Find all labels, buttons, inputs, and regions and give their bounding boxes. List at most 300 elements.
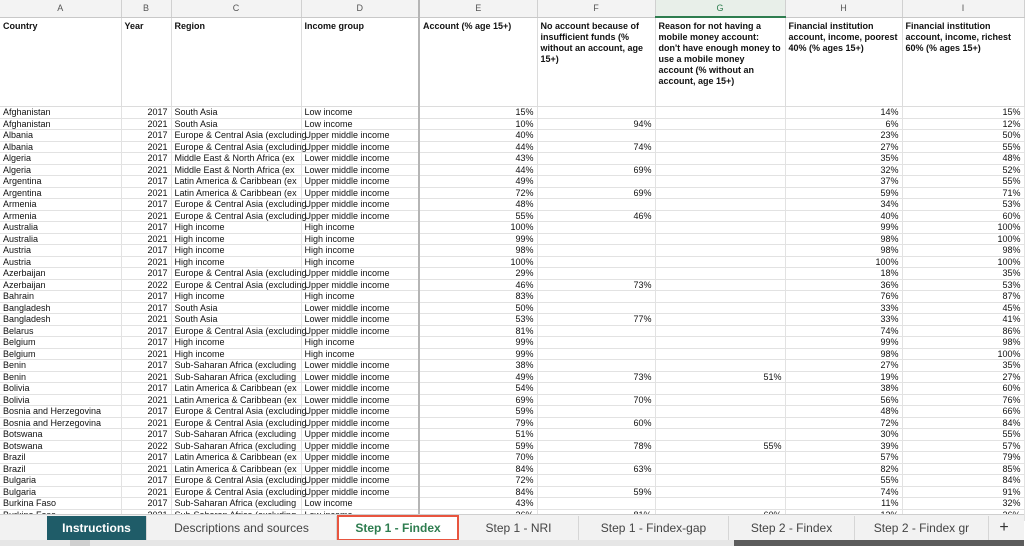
cell[interactable]: 27% — [785, 141, 902, 153]
cell[interactable]: Upper middle income — [301, 176, 419, 188]
cell[interactable] — [537, 360, 655, 372]
add-sheet-button[interactable]: + — [999, 519, 1009, 536]
cell[interactable]: 69% — [419, 394, 537, 406]
cell[interactable]: 98% — [785, 233, 902, 245]
cell[interactable]: 74% — [785, 325, 902, 337]
column-header-a[interactable]: A — [0, 0, 121, 17]
cell[interactable]: Bangladesh — [0, 302, 121, 314]
cell[interactable]: 66% — [902, 406, 1024, 418]
cell[interactable]: 2022 — [121, 440, 171, 452]
cell[interactable]: Botswana — [0, 440, 121, 452]
cell[interactable]: 6% — [785, 118, 902, 130]
header-cell[interactable]: Income group — [301, 17, 419, 107]
cell[interactable]: 60% — [902, 383, 1024, 395]
cell[interactable] — [655, 498, 785, 510]
cell[interactable]: 99% — [419, 337, 537, 349]
cell[interactable]: Lower middle income — [301, 302, 419, 314]
cell[interactable]: 79% — [902, 452, 1024, 464]
cell[interactable]: Burkina Faso — [0, 498, 121, 510]
sheet-tab[interactable]: Step 1 - Findex-gap — [579, 516, 729, 540]
column-header-i[interactable]: I — [902, 0, 1024, 17]
cell[interactable]: Upper middle income — [301, 268, 419, 280]
cell[interactable]: 2017 — [121, 360, 171, 372]
cell[interactable]: Albania — [0, 130, 121, 142]
cell[interactable]: 55% — [785, 475, 902, 487]
cell[interactable]: Lower middle income — [301, 371, 419, 383]
cell[interactable] — [655, 130, 785, 142]
cell[interactable]: 14% — [785, 107, 902, 119]
cell[interactable]: Europe & Central Asia (excluding — [171, 475, 301, 487]
cell[interactable]: High income — [171, 256, 301, 268]
cell[interactable] — [655, 199, 785, 211]
sheet-tab[interactable]: Descriptions and sources — [147, 516, 337, 540]
cell[interactable]: Lower middle income — [301, 314, 419, 326]
cell[interactable] — [655, 475, 785, 487]
cell[interactable]: 79% — [419, 417, 537, 429]
cell[interactable]: 2017 — [121, 302, 171, 314]
cell[interactable]: 2017 — [121, 406, 171, 418]
cell[interactable] — [537, 268, 655, 280]
cell[interactable] — [655, 118, 785, 130]
cell[interactable] — [655, 325, 785, 337]
cell[interactable]: Upper middle income — [301, 463, 419, 475]
cell[interactable]: Bulgaria — [0, 486, 121, 498]
column-header-b[interactable]: B — [121, 0, 171, 17]
cell[interactable]: Austria — [0, 245, 121, 257]
cell[interactable]: Belgium — [0, 348, 121, 360]
cell[interactable]: 84% — [902, 417, 1024, 429]
column-header-f[interactable]: F — [537, 0, 655, 17]
cell[interactable]: High income — [301, 222, 419, 234]
cell[interactable] — [537, 452, 655, 464]
cell[interactable]: Europe & Central Asia (excluding — [171, 268, 301, 280]
cell[interactable]: 2021 — [121, 210, 171, 222]
cell[interactable]: 52% — [902, 164, 1024, 176]
sheet-tab[interactable]: Step 2 - Findex — [729, 516, 855, 540]
cell[interactable]: 63% — [537, 463, 655, 475]
cell[interactable]: 100% — [419, 256, 537, 268]
cell[interactable]: 19% — [785, 371, 902, 383]
cell[interactable] — [537, 475, 655, 487]
cell[interactable]: Low income — [301, 498, 419, 510]
cell[interactable]: 72% — [419, 187, 537, 199]
cell[interactable] — [655, 360, 785, 372]
cell[interactable]: 44% — [419, 164, 537, 176]
cell[interactable]: High income — [171, 245, 301, 257]
cell[interactable] — [537, 302, 655, 314]
cell[interactable]: Low income — [301, 118, 419, 130]
cell[interactable] — [655, 337, 785, 349]
cell[interactable]: Brazil — [0, 452, 121, 464]
cell[interactable]: 35% — [785, 153, 902, 165]
cell[interactable]: 38% — [419, 360, 537, 372]
cell[interactable]: 69% — [537, 164, 655, 176]
cell[interactable] — [537, 245, 655, 257]
cell[interactable]: High income — [301, 337, 419, 349]
cell[interactable]: Upper middle income — [301, 325, 419, 337]
cell[interactable]: 43% — [419, 153, 537, 165]
cell[interactable]: Europe & Central Asia (excluding — [171, 417, 301, 429]
cell[interactable]: 48% — [902, 153, 1024, 165]
cell[interactable]: 2021 — [121, 486, 171, 498]
cell[interactable]: 100% — [419, 222, 537, 234]
cell[interactable]: Upper middle income — [301, 475, 419, 487]
cell[interactable]: 84% — [419, 486, 537, 498]
cell[interactable] — [537, 325, 655, 337]
cell[interactable]: 86% — [902, 325, 1024, 337]
cell[interactable]: 51% — [419, 429, 537, 441]
cell[interactable]: 84% — [902, 475, 1024, 487]
cell[interactable]: 2021 — [121, 394, 171, 406]
cell[interactable]: 35% — [902, 360, 1024, 372]
cell[interactable]: 34% — [785, 199, 902, 211]
cell[interactable] — [655, 222, 785, 234]
cell[interactable]: Latin America & Caribbean (ex — [171, 463, 301, 475]
cell[interactable]: 27% — [902, 371, 1024, 383]
cell[interactable]: 2021 — [121, 187, 171, 199]
cell[interactable]: 50% — [419, 302, 537, 314]
cell[interactable]: Upper middle income — [301, 429, 419, 441]
cell[interactable]: 38% — [785, 383, 902, 395]
cell[interactable] — [655, 107, 785, 119]
cell[interactable]: 98% — [785, 348, 902, 360]
cell[interactable]: 98% — [902, 337, 1024, 349]
cell[interactable] — [655, 233, 785, 245]
cell[interactable] — [537, 199, 655, 211]
sheet-tab[interactable]: Step 2 - Findex gr — [855, 516, 989, 540]
cell[interactable] — [537, 153, 655, 165]
cell[interactable]: Sub-Saharan Africa (excluding — [171, 440, 301, 452]
cell[interactable] — [537, 222, 655, 234]
cell[interactable]: 73% — [537, 371, 655, 383]
cell[interactable] — [655, 348, 785, 360]
cell[interactable]: 55% — [902, 429, 1024, 441]
cell[interactable]: Latin America & Caribbean (ex — [171, 187, 301, 199]
cell[interactable]: 100% — [902, 233, 1024, 245]
cell[interactable]: 2017 — [121, 325, 171, 337]
cell[interactable]: 55% — [902, 141, 1024, 153]
cell[interactable]: 77% — [537, 314, 655, 326]
cell[interactable]: Bosnia and Herzegovina — [0, 406, 121, 418]
cell[interactable]: 85% — [902, 463, 1024, 475]
cell[interactable] — [655, 302, 785, 314]
cell[interactable]: 49% — [419, 371, 537, 383]
cell[interactable]: 76% — [785, 291, 902, 303]
header-cell[interactable]: Financial institution account, income, richest 60% (% ages 15+) — [902, 17, 1024, 107]
cell[interactable]: 78% — [537, 440, 655, 452]
cell[interactable]: Benin — [0, 371, 121, 383]
cell[interactable]: 2022 — [121, 279, 171, 291]
cell[interactable]: 49% — [419, 176, 537, 188]
cell[interactable]: Europe & Central Asia (excluding — [171, 325, 301, 337]
cell[interactable]: Europe & Central Asia (excluding — [171, 210, 301, 222]
cell[interactable]: Upper middle income — [301, 452, 419, 464]
cell[interactable]: 70% — [537, 394, 655, 406]
cell[interactable]: 2017 — [121, 475, 171, 487]
cell[interactable]: Middle East & North Africa (ex — [171, 164, 301, 176]
cell[interactable] — [537, 383, 655, 395]
cell[interactable]: Upper middle income — [301, 141, 419, 153]
cell[interactable] — [655, 383, 785, 395]
cell[interactable] — [655, 429, 785, 441]
cell[interactable]: Upper middle income — [301, 406, 419, 418]
cell[interactable]: 82% — [785, 463, 902, 475]
cell[interactable]: High income — [171, 222, 301, 234]
cell[interactable]: Upper middle income — [301, 486, 419, 498]
cell[interactable] — [655, 394, 785, 406]
cell[interactable]: 2017 — [121, 130, 171, 142]
cell[interactable]: Australia — [0, 222, 121, 234]
cell[interactable]: High income — [171, 233, 301, 245]
cell[interactable] — [655, 406, 785, 418]
cell[interactable]: Australia — [0, 233, 121, 245]
cell[interactable] — [655, 291, 785, 303]
cell[interactable]: Lower middle income — [301, 383, 419, 395]
cell[interactable]: Bosnia and Herzegovina — [0, 417, 121, 429]
cell[interactable]: 2021 — [121, 118, 171, 130]
cell[interactable]: 32% — [902, 498, 1024, 510]
cell[interactable]: 99% — [419, 233, 537, 245]
cell[interactable]: Austria — [0, 256, 121, 268]
cell[interactable]: 27% — [785, 360, 902, 372]
cell[interactable]: Azerbaijan — [0, 268, 121, 280]
cell[interactable] — [537, 107, 655, 119]
cell[interactable]: 87% — [902, 291, 1024, 303]
cell[interactable]: Upper middle income — [301, 417, 419, 429]
cell[interactable]: 71% — [902, 187, 1024, 199]
cell[interactable]: Lower middle income — [301, 394, 419, 406]
cell[interactable]: 39% — [785, 440, 902, 452]
cell[interactable]: Sub-Saharan Africa (excluding — [171, 360, 301, 372]
cell[interactable]: South Asia — [171, 118, 301, 130]
cell[interactable]: 2017 — [121, 429, 171, 441]
cell[interactable]: Albania — [0, 141, 121, 153]
column-header-h[interactable]: H — [785, 0, 902, 17]
cell[interactable]: Argentina — [0, 176, 121, 188]
cell[interactable]: 12% — [902, 118, 1024, 130]
cell[interactable] — [655, 187, 785, 199]
cell[interactable]: 2017 — [121, 107, 171, 119]
cell[interactable]: 2021 — [121, 256, 171, 268]
cell[interactable] — [655, 256, 785, 268]
cell[interactable]: 60% — [537, 417, 655, 429]
cell[interactable]: Lower middle income — [301, 153, 419, 165]
cell[interactable]: 2021 — [121, 164, 171, 176]
cell[interactable]: Afghanistan — [0, 107, 121, 119]
cell[interactable]: Azerbaijan — [0, 279, 121, 291]
cell[interactable] — [655, 210, 785, 222]
column-header-g[interactable]: G — [655, 0, 785, 17]
cell[interactable]: 46% — [537, 210, 655, 222]
cell[interactable]: Upper middle income — [301, 199, 419, 211]
cell[interactable]: Europe & Central Asia (excluding — [171, 486, 301, 498]
cell[interactable] — [537, 256, 655, 268]
cell[interactable]: 2017 — [121, 337, 171, 349]
cell[interactable]: 2021 — [121, 348, 171, 360]
cell[interactable]: 94% — [537, 118, 655, 130]
header-cell[interactable]: Country — [0, 17, 121, 107]
cell[interactable]: Europe & Central Asia (excluding — [171, 406, 301, 418]
cell[interactable]: 50% — [902, 130, 1024, 142]
column-header-e[interactable]: E — [419, 0, 537, 17]
cell[interactable]: 55% — [419, 210, 537, 222]
cell[interactable]: 2017 — [121, 452, 171, 464]
cell[interactable] — [655, 141, 785, 153]
header-cell[interactable]: Region — [171, 17, 301, 107]
cell[interactable]: 37% — [785, 176, 902, 188]
sheet-tab[interactable]: Step 1 - Findex — [337, 515, 459, 541]
cell[interactable]: 2021 — [121, 463, 171, 475]
column-header-c[interactable]: C — [171, 0, 301, 17]
cell[interactable] — [655, 268, 785, 280]
cell[interactable]: Benin — [0, 360, 121, 372]
cell[interactable]: Belarus — [0, 325, 121, 337]
cell[interactable]: Argentina — [0, 187, 121, 199]
cell[interactable]: 2021 — [121, 314, 171, 326]
cell[interactable]: 33% — [785, 314, 902, 326]
cell[interactable]: Middle East & North Africa (ex — [171, 153, 301, 165]
cell[interactable]: 54% — [419, 383, 537, 395]
cell[interactable]: 57% — [785, 452, 902, 464]
cell[interactable] — [537, 291, 655, 303]
cell[interactable]: Upper middle income — [301, 187, 419, 199]
cell[interactable]: 53% — [902, 199, 1024, 211]
cell[interactable]: Belgium — [0, 337, 121, 349]
cell[interactable]: 2017 — [121, 176, 171, 188]
cell[interactable]: 41% — [902, 314, 1024, 326]
cell[interactable]: Algeria — [0, 153, 121, 165]
cell[interactable]: High income — [301, 256, 419, 268]
cell[interactable]: 53% — [419, 314, 537, 326]
cell[interactable]: Sub-Saharan Africa (excluding — [171, 429, 301, 441]
cell[interactable]: 2017 — [121, 199, 171, 211]
cell[interactable]: 73% — [537, 279, 655, 291]
cell[interactable] — [655, 164, 785, 176]
cell[interactable]: High income — [171, 291, 301, 303]
cell[interactable]: Sub-Saharan Africa (excluding — [171, 498, 301, 510]
cell[interactable]: 10% — [419, 118, 537, 130]
cell[interactable]: South Asia — [171, 302, 301, 314]
cell[interactable]: 44% — [419, 141, 537, 153]
cell[interactable]: Armenia — [0, 210, 121, 222]
cell[interactable]: Algeria — [0, 164, 121, 176]
cell[interactable]: 2021 — [121, 233, 171, 245]
header-cell[interactable]: Account (% age 15+) — [419, 17, 537, 107]
cell[interactable]: Afghanistan — [0, 118, 121, 130]
cell[interactable]: 57% — [902, 440, 1024, 452]
cell[interactable]: 36% — [785, 279, 902, 291]
cell[interactable]: 83% — [419, 291, 537, 303]
cell[interactable]: Latin America & Caribbean (ex — [171, 394, 301, 406]
cell[interactable]: 33% — [785, 302, 902, 314]
cell[interactable]: Europe & Central Asia (excluding — [171, 199, 301, 211]
cell[interactable]: 99% — [785, 222, 902, 234]
cell[interactable]: 59% — [419, 440, 537, 452]
header-cell[interactable]: Year — [121, 17, 171, 107]
cell[interactable]: High income — [171, 348, 301, 360]
cell[interactable]: 60% — [902, 210, 1024, 222]
cell[interactable]: 100% — [785, 256, 902, 268]
cell[interactable]: Latin America & Caribbean (ex — [171, 452, 301, 464]
cell[interactable] — [655, 463, 785, 475]
cell[interactable]: Lower middle income — [301, 360, 419, 372]
cell[interactable]: 51% — [655, 371, 785, 383]
cell[interactable]: 40% — [785, 210, 902, 222]
cell[interactable]: 56% — [785, 394, 902, 406]
cell[interactable]: 91% — [902, 486, 1024, 498]
cell[interactable]: 100% — [902, 256, 1024, 268]
cell[interactable]: Upper middle income — [301, 440, 419, 452]
cell[interactable]: High income — [301, 245, 419, 257]
cell[interactable]: 15% — [902, 107, 1024, 119]
cell[interactable] — [655, 153, 785, 165]
cell[interactable]: Bulgaria — [0, 475, 121, 487]
cell[interactable]: 72% — [785, 417, 902, 429]
cell[interactable] — [537, 498, 655, 510]
cell[interactable]: Upper middle income — [301, 210, 419, 222]
cell[interactable]: Lower middle income — [301, 164, 419, 176]
cell[interactable] — [537, 429, 655, 441]
cell[interactable]: 2017 — [121, 383, 171, 395]
cell[interactable]: 29% — [419, 268, 537, 280]
cell[interactable]: 48% — [785, 406, 902, 418]
cell[interactable]: High income — [301, 348, 419, 360]
cell[interactable]: 100% — [902, 222, 1024, 234]
cell[interactable]: 70% — [419, 452, 537, 464]
cell[interactable] — [655, 452, 785, 464]
cell[interactable]: Low income — [301, 107, 419, 119]
cell[interactable]: 2021 — [121, 141, 171, 153]
cell[interactable]: 74% — [785, 486, 902, 498]
cell[interactable]: 99% — [419, 348, 537, 360]
cell[interactable]: 59% — [419, 406, 537, 418]
cell[interactable]: 72% — [419, 475, 537, 487]
cell[interactable]: Latin America & Caribbean (ex — [171, 176, 301, 188]
sheet-tab[interactable]: Step 1 - NRI — [459, 516, 579, 540]
cell[interactable]: 99% — [785, 337, 902, 349]
cell[interactable] — [655, 176, 785, 188]
cell[interactable]: 2017 — [121, 153, 171, 165]
cell[interactable] — [537, 337, 655, 349]
cell[interactable]: 98% — [902, 245, 1024, 257]
cell[interactable]: 2021 — [121, 417, 171, 429]
cell[interactable]: 18% — [785, 268, 902, 280]
cell[interactable]: 98% — [785, 245, 902, 257]
cell[interactable]: 76% — [902, 394, 1024, 406]
cell[interactable]: Sub-Saharan Africa (excluding — [171, 371, 301, 383]
cell[interactable]: 53% — [902, 279, 1024, 291]
cell[interactable]: 59% — [785, 187, 902, 199]
cell[interactable]: Europe & Central Asia (excluding — [171, 279, 301, 291]
cell[interactable]: Bangladesh — [0, 314, 121, 326]
cell[interactable]: 69% — [537, 187, 655, 199]
cell[interactable]: South Asia — [171, 107, 301, 119]
header-cell[interactable]: Financial institution account, income, poorest 40% (% ages 15+) — [785, 17, 902, 107]
cell[interactable]: 45% — [902, 302, 1024, 314]
cell[interactable] — [655, 486, 785, 498]
cell[interactable]: 2017 — [121, 222, 171, 234]
cell[interactable] — [655, 314, 785, 326]
cell[interactable]: 59% — [537, 486, 655, 498]
cell[interactable]: High income — [301, 291, 419, 303]
cell[interactable] — [655, 245, 785, 257]
cell[interactable]: 11% — [785, 498, 902, 510]
cell[interactable]: Botswana — [0, 429, 121, 441]
cell[interactable]: 100% — [902, 348, 1024, 360]
cell[interactable]: 46% — [419, 279, 537, 291]
cell[interactable]: Brazil — [0, 463, 121, 475]
cell[interactable]: 2017 — [121, 291, 171, 303]
